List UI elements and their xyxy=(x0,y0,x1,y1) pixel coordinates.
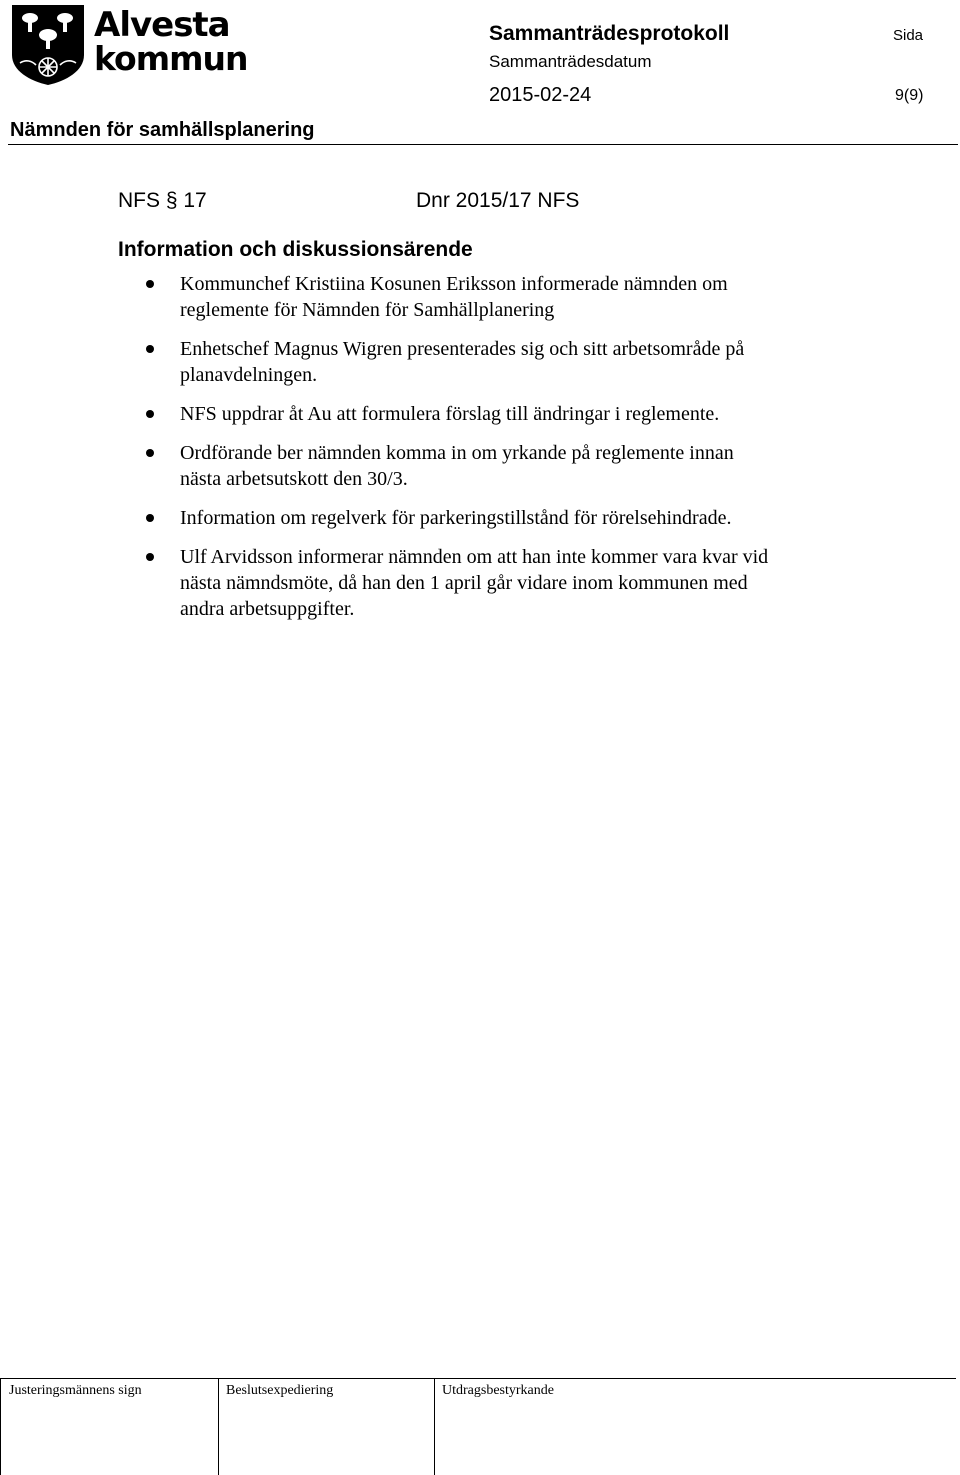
registration-number: Dnr 2015/17 NFS xyxy=(416,189,580,212)
coat-of-arms-icon xyxy=(10,3,86,87)
committee-name: Nämnden för samhällsplanering xyxy=(10,119,315,141)
municipality-logo xyxy=(10,3,246,87)
footer-dispatch-cell xyxy=(218,1379,434,1475)
page-label: Sida xyxy=(893,27,924,44)
list-item xyxy=(0,440,770,492)
page-number: 9(9) xyxy=(895,87,924,104)
list-item xyxy=(0,544,770,622)
list-item xyxy=(0,401,770,427)
list-item-text: NFS uppdrar åt Au att formulera förslag till ändringar i reglemente. xyxy=(180,403,720,425)
logo-wordmark-line2: kommun xyxy=(94,39,248,78)
bullet-icon xyxy=(146,410,154,418)
list-item xyxy=(0,336,770,388)
bullet-icon xyxy=(146,449,154,457)
bullet-icon xyxy=(146,345,154,353)
document-title: Sammanträdesprotokoll xyxy=(489,22,730,45)
bullet-icon xyxy=(146,553,154,561)
header-divider xyxy=(8,144,958,145)
bullet-icon xyxy=(146,514,154,522)
minutes-bullet-list xyxy=(0,271,960,635)
section-heading: Information och diskussionsärende xyxy=(118,238,473,261)
footer-signatures-cell xyxy=(0,1379,218,1475)
list-item xyxy=(0,271,770,323)
footer-extract-cell xyxy=(434,1379,956,1475)
list-item-text: Ulf Arvidsson informerar nämnden om att han inte kommer vara kvar vid nästa nämndsmöte, då han den 1 april går vidare inom kommunen med andra arbetsuppgifter. xyxy=(180,546,769,620)
list-item xyxy=(0,505,770,531)
list-item-text: Enhetschef Magnus Wigren presenterades sig och sitt arbetsområde på planavdelningen. xyxy=(180,338,745,386)
footer-signatures-label: Justeringsmännens sign xyxy=(9,1383,142,1398)
list-item-text: Information om regelverk för parkeringstillstånd för rörelsehindrade. xyxy=(180,507,732,529)
list-item-text: Ordförande ber nämnden komma in om yrkande på reglemente innan nästa arbetsutskott den 30/3. xyxy=(180,442,734,490)
bullet-icon xyxy=(146,280,154,288)
list-item-text: Kommunchef Kristiina Kosunen Eriksson informerade nämnden om reglemente för Nämnden för Samhällplanering xyxy=(180,273,728,321)
logo-wordmark-line1: Alvesta xyxy=(94,5,230,45)
case-number: NFS § 17 xyxy=(118,189,207,212)
meeting-date-label: Sammanträdesdatum xyxy=(489,52,652,71)
footer-dispatch-label: Beslutsexpediering xyxy=(226,1383,334,1398)
meeting-date: 2015-02-24 xyxy=(489,84,592,106)
footer-extract-label: Utdragsbestyrkande xyxy=(442,1383,554,1398)
